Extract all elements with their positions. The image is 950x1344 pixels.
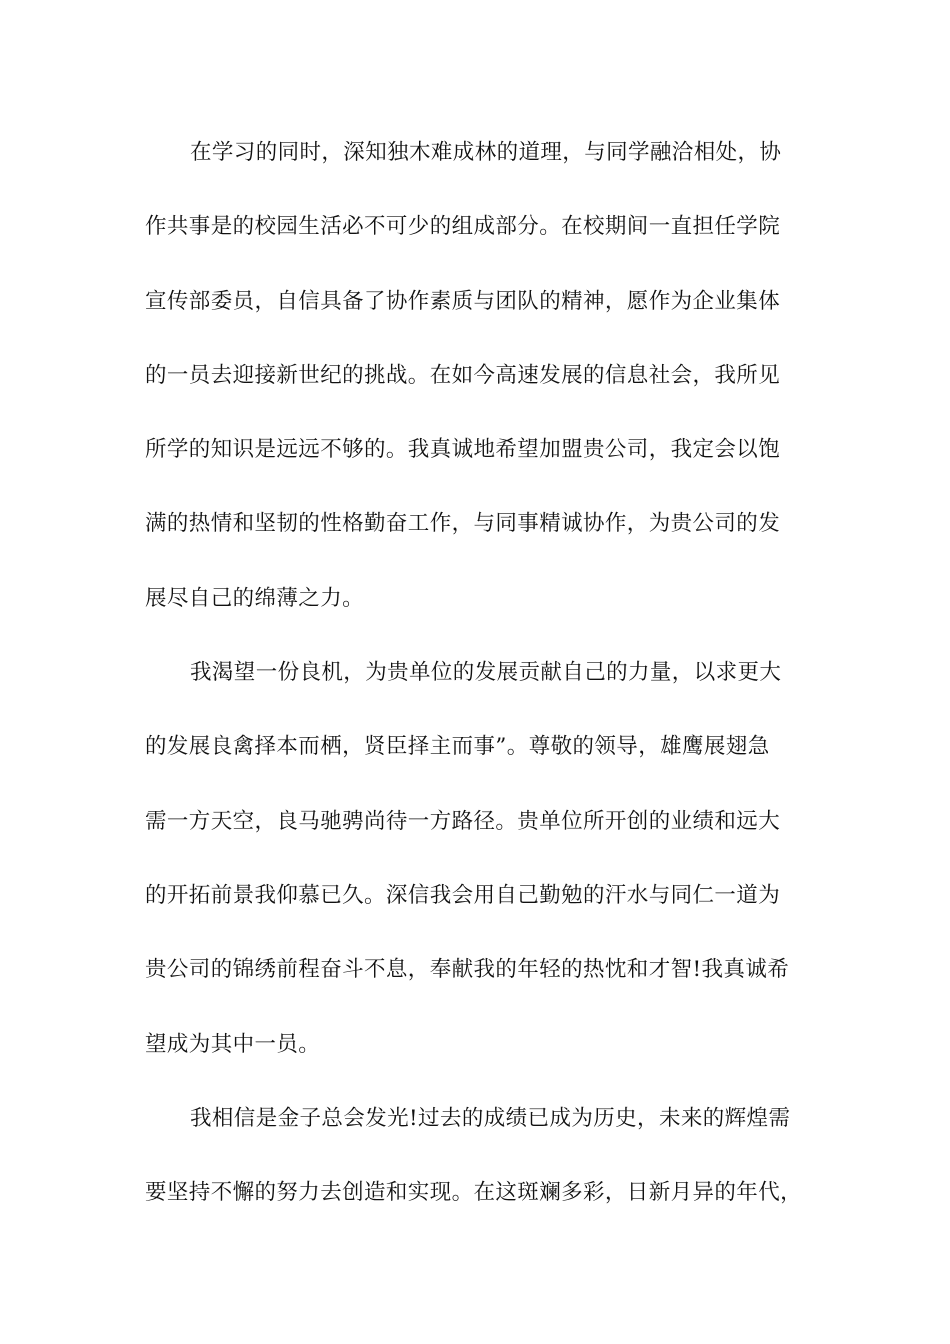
text-line: 要坚持不懈的努力去创造和实现。在这斑斓多彩，日新月异的年代，: [145, 1180, 803, 1206]
paragraph-1: [145, 133, 825, 653]
text-line: 的一员去迎接新世纪的挑战。在如今高速发展的信息社会，我所见: [145, 362, 781, 388]
text-line: 贵公司的锦绣前程奋斗不息，奉献我的年轻的热忱和才智!我真诚希: [145, 957, 790, 983]
paragraph-2: [145, 653, 825, 1099]
text-line: 宣传部委员，自信具备了协作素质与团队的精神，愿作为企业集体: [145, 288, 781, 314]
paragraph-3: [145, 1099, 825, 1248]
text-line: 满的热情和坚韧的性格勤奋工作，与同事精诚协作，为贵公司的发: [145, 511, 781, 537]
text-line: 需一方天空，良马驰骋尚待一方路径。贵单位所开创的业绩和远大: [145, 808, 781, 834]
text-line: 作共事是的校园生活必不可少的组成部分。在校期间一直担任学院: [145, 214, 781, 240]
body-text: [145, 133, 825, 1247]
text-line: 望成为其中一员。: [145, 1031, 321, 1057]
text-line: 我渴望一份良机，为贵单位的发展贡献自己的力量，以求更大: [190, 660, 782, 686]
text-line: 所学的知识是远远不够的。我真诚地希望加盟贵公司，我定会以饱: [145, 437, 781, 463]
text-line: 的开拓前景我仰慕已久。深信我会用自己勤勉的汗水与同仁一道为: [145, 882, 781, 908]
text-line: 我相信是金子总会发光!过去的成绩已成为历史，未来的辉煌需: [190, 1105, 791, 1131]
text-line: 展尽自己的绵薄之力。: [145, 585, 365, 611]
text-line: 在学习的同时，深知独木难成林的道理，与同学融洽相处，协: [190, 140, 782, 165]
text-line: 的发展良禽择本而栖，贤臣择主而事”。尊敬的领导，雄鹰展翅急: [145, 734, 770, 760]
